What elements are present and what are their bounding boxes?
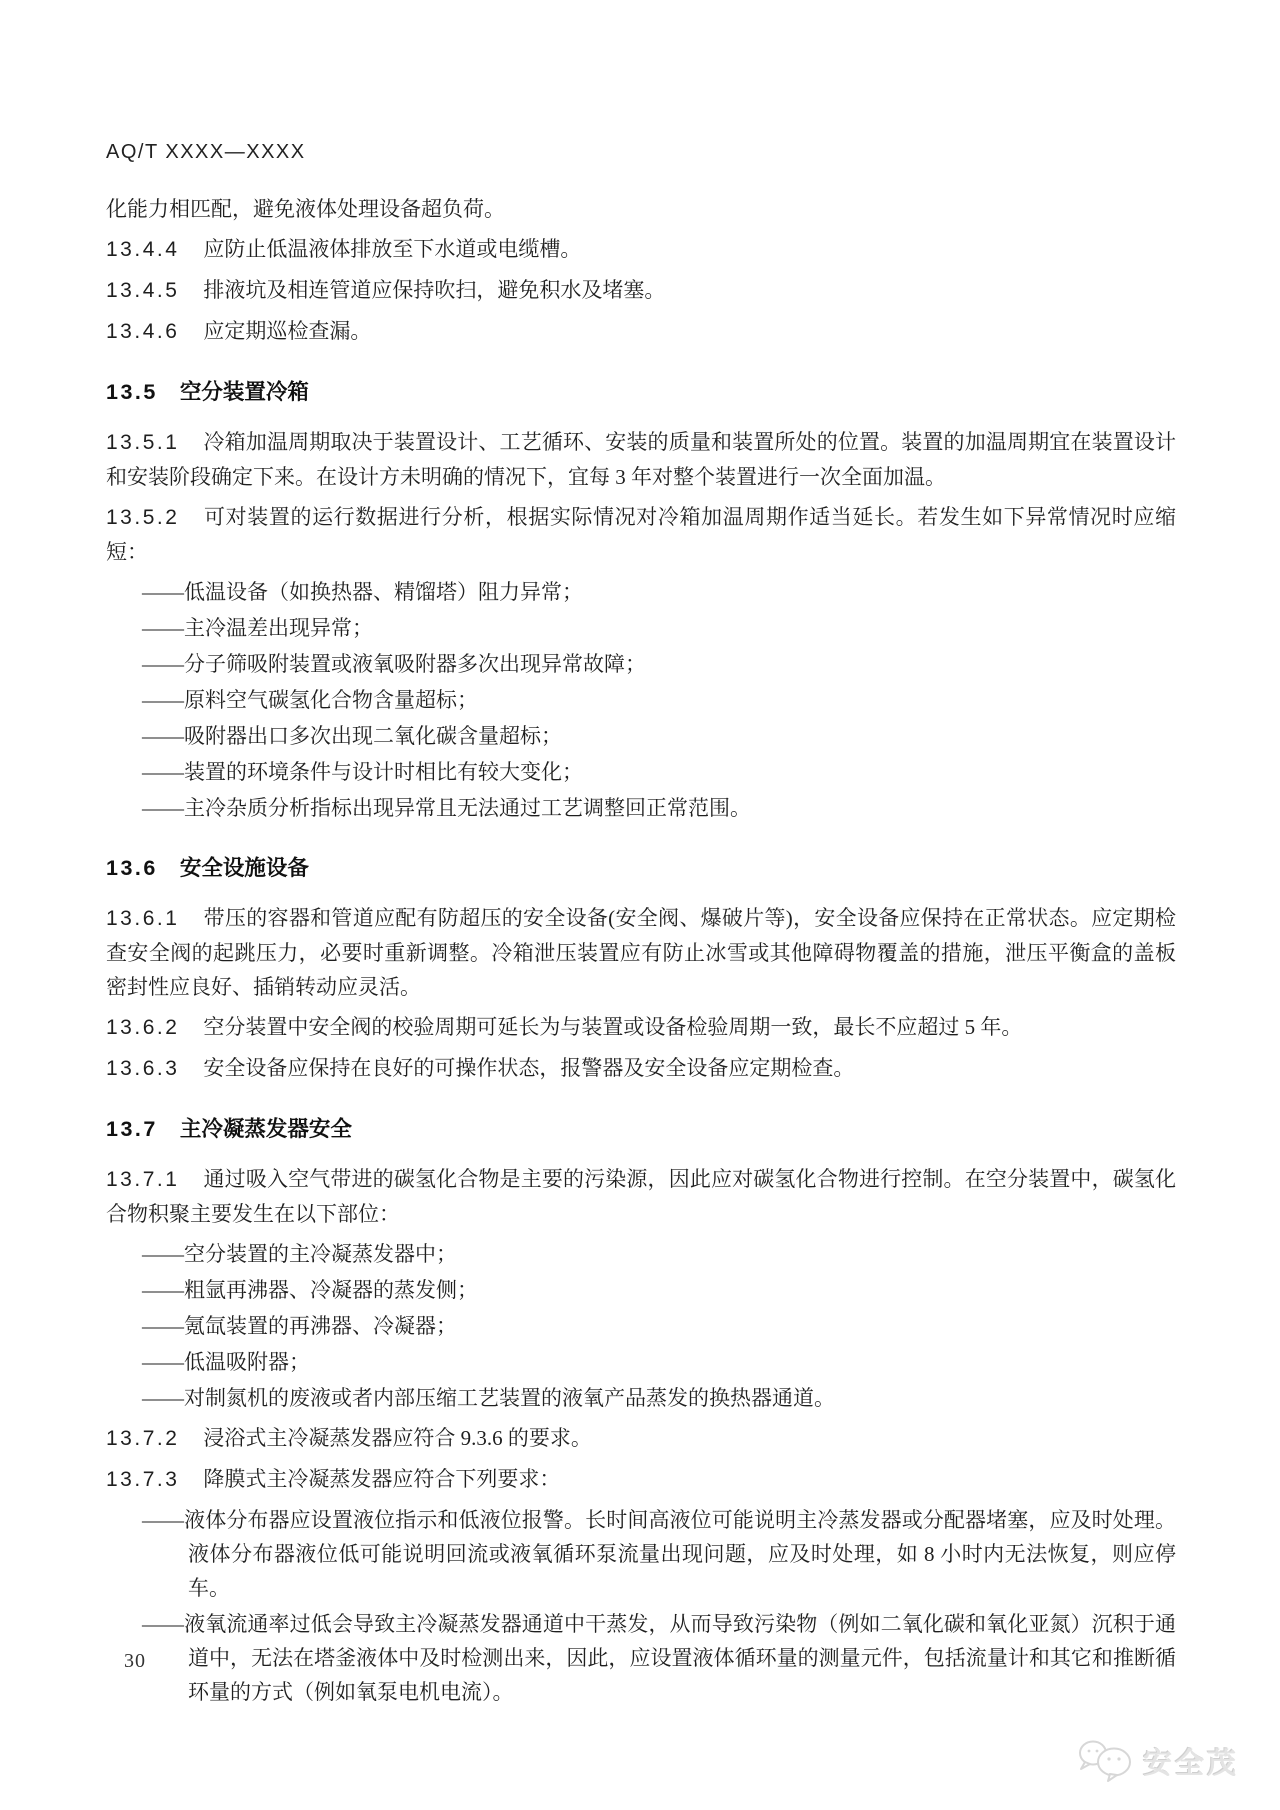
- heading-title: 主冷凝蒸发器安全: [179, 1117, 352, 1141]
- dash-list-item: [142, 719, 1176, 753]
- dash-list-item: [142, 647, 1176, 681]
- dash-marker: ——: [142, 1386, 184, 1410]
- clause-text: 排液坑及相连管道应保持吹扫，避免积水及堵塞。: [203, 278, 666, 302]
- dash-list-item: [142, 791, 1176, 825]
- dash-marker: ——: [142, 760, 184, 784]
- clause-text: 应防止低温液体排放至下水道或电缆槽。: [203, 237, 582, 261]
- clause-paragraph: [106, 1162, 1176, 1231]
- clause-paragraph: [106, 1462, 1176, 1497]
- heading-number: 13.6: [106, 856, 158, 880]
- dash-list-item: [142, 1503, 1176, 1605]
- clause-paragraph: [106, 1421, 1176, 1456]
- clause-number: 13.4.6: [106, 320, 180, 343]
- dash-item-text: 液体分布器应设置液位指示和低液位报警。长时间高液位可能说明主冷蒸发器或分配器堵塞，应及时处理。液体分布器液位低可能说明回流或液氧循环泵流量出现问题，应及时处理，如 8 小时内无法恢复，则应停车。: [184, 1508, 1176, 1600]
- clause-text: 可对装置的运行数据进行分析，根据实际情况对冷箱加温周期作适当延长。若发生如下异常情况时应缩短：: [106, 505, 1176, 564]
- standard-number-header: AQ/T XXXX—XXXX: [106, 141, 306, 163]
- dash-marker: ——: [142, 1242, 184, 1266]
- dash-item-text: 原料空气碳氢化合物含量超标；: [184, 688, 478, 712]
- dash-list-item: [142, 1309, 1176, 1343]
- dash-marker: ——: [142, 1508, 184, 1532]
- clause-paragraph: [106, 901, 1176, 1004]
- dash-list-item: [142, 1273, 1176, 1307]
- heading-title: 空分装置冷箱: [179, 380, 309, 404]
- dash-item-text: 装置的环境条件与设计时相比有较大变化；: [184, 760, 583, 784]
- clause-paragraph: [106, 314, 1176, 349]
- dash-marker: ——: [142, 724, 184, 748]
- clause-text: 浸浴式主冷凝蒸发器应符合 9.3.6 的要求。: [203, 1426, 592, 1450]
- dash-item-text: 低温吸附器；: [184, 1350, 310, 1374]
- dash-item-text: 吸附器出口多次出现二氧化碳含量超标；: [184, 724, 562, 748]
- clause-number: 13.6.2: [106, 1016, 180, 1039]
- heading-number: 13.5: [106, 380, 158, 404]
- clause-text: 带压的容器和管道应配有防超压的安全设备(安全阀、爆破片等)，安全设备应保持在正常状态。应定期检查安全阀的起跳压力，必要时重新调整。冷箱泄压装置应有防止冰雪或其他障碍物覆盖的措施，泄压平衡盒的盖板密封性应良好、插销转动应灵活。: [106, 906, 1176, 999]
- dash-list-item: [142, 575, 1176, 609]
- document-content: [106, 140, 1176, 1711]
- dash-item-text: 对制氮机的废液或者内部压缩工艺装置的液氧产品蒸发的换热器通道。: [184, 1386, 835, 1410]
- watermark-text: 安全茂: [1143, 1747, 1240, 1780]
- clause-text: 应定期巡检查漏。: [203, 319, 372, 343]
- page-number: 30: [124, 1650, 146, 1672]
- dash-item-text: 主冷温差出现异常；: [184, 616, 373, 640]
- dash-item-text: 低温设备（如换热器、精馏塔）阻力异常；: [184, 580, 583, 604]
- clause-text: 安全设备应保持在良好的可操作状态，报警器及安全设备应定期检查。: [203, 1056, 855, 1080]
- clause-number: 13.5.1: [106, 431, 180, 454]
- clause-number: 13.4.5: [106, 279, 180, 302]
- dash-item-text: 氪氙装置的再沸器、冷凝器；: [184, 1314, 457, 1338]
- clause-text: 降膜式主冷凝蒸发器应符合下列要求：: [203, 1467, 561, 1491]
- clause-number: 13.5.2: [106, 506, 180, 529]
- heading-title: 安全设施设备: [179, 856, 309, 880]
- clause-paragraph: [106, 500, 1176, 569]
- clause-text: 空分装置中安全阀的校验周期可延长为与装置或设备检验周期一致，最长不应超过 5 年。: [203, 1015, 1023, 1039]
- section-heading: [106, 375, 1176, 409]
- dash-list-item: [142, 1607, 1176, 1709]
- dash-marker: ——: [142, 652, 184, 676]
- section-heading: [106, 1112, 1176, 1146]
- clause-number: 13.6.1: [106, 907, 180, 930]
- dash-list-item: [142, 683, 1176, 717]
- dash-list-item: [142, 1381, 1176, 1415]
- clause-text: 冷箱加温周期取决于装置设计、工艺循环、安装的质量和装置所处的位置。装置的加温周期宜在装置设计和安装阶段确定下来。在设计方未明确的情况下，宜每 3 年对整个装置进行一次全面加温。: [106, 430, 1176, 489]
- chat-bubbles-icon: [1078, 1738, 1134, 1784]
- dash-item-text: 粗氩再沸器、冷凝器的蒸发侧；: [184, 1278, 478, 1302]
- clause-number: 13.7.2: [106, 1427, 180, 1450]
- dash-list-item: [142, 1345, 1176, 1379]
- section-heading: [106, 851, 1176, 885]
- document-body: [106, 192, 1176, 1709]
- dash-item-text: 主冷杂质分析指标出现异常且无法通过工艺调整回正常范围。: [184, 796, 751, 820]
- dash-marker: ——: [142, 1350, 184, 1374]
- dash-list-item: [142, 755, 1176, 789]
- clause-number: 13.4.4: [106, 238, 180, 261]
- body-paragraph: [106, 192, 1176, 226]
- clause-paragraph: [106, 273, 1176, 308]
- dash-marker: ——: [142, 1278, 184, 1302]
- body-paragraph-text: 化能力相匹配，避免液体处理设备超负荷。: [106, 197, 505, 221]
- dash-marker: ——: [142, 1612, 184, 1636]
- clause-paragraph: [106, 1010, 1176, 1045]
- watermark: [1078, 1738, 1239, 1784]
- clause-paragraph: [106, 425, 1176, 494]
- dash-item-text: 液氧流通率过低会导致主冷凝蒸发器通道中干蒸发，从而导致污染物（例如二氧化碳和氧化亚氮）沉积于通道中，无法在塔釜液体中及时检测出来，因此，应设置液体循环量的测量元件，包括流量计和其它和推断循环量的方式（例如氧泵电机电流）。: [184, 1612, 1176, 1704]
- dash-list-item: [142, 1237, 1176, 1271]
- clause-paragraph: [106, 1051, 1176, 1086]
- clause-number: 13.7.3: [106, 1468, 180, 1491]
- dash-marker: ——: [142, 616, 184, 640]
- clause-paragraph: [106, 232, 1176, 267]
- dash-marker: ——: [142, 580, 184, 604]
- heading-number: 13.7: [106, 1117, 158, 1141]
- clause-number: 13.6.3: [106, 1057, 180, 1080]
- dash-list-item: [142, 611, 1176, 645]
- dash-marker: ——: [142, 688, 184, 712]
- clause-text: 通过吸入空气带进的碳氢化合物是主要的污染源，因此应对碳氢化合物进行控制。在空分装置中，碳氢化合物积聚主要发生在以下部位：: [106, 1167, 1176, 1226]
- dash-marker: ——: [142, 796, 184, 820]
- dash-marker: ——: [142, 1314, 184, 1338]
- dash-item-text: 空分装置的主冷凝蒸发器中；: [184, 1242, 457, 1266]
- clause-number: 13.7.1: [106, 1168, 180, 1191]
- dash-item-text: 分子筛吸附装置或液氧吸附器多次出现异常故障；: [184, 652, 646, 676]
